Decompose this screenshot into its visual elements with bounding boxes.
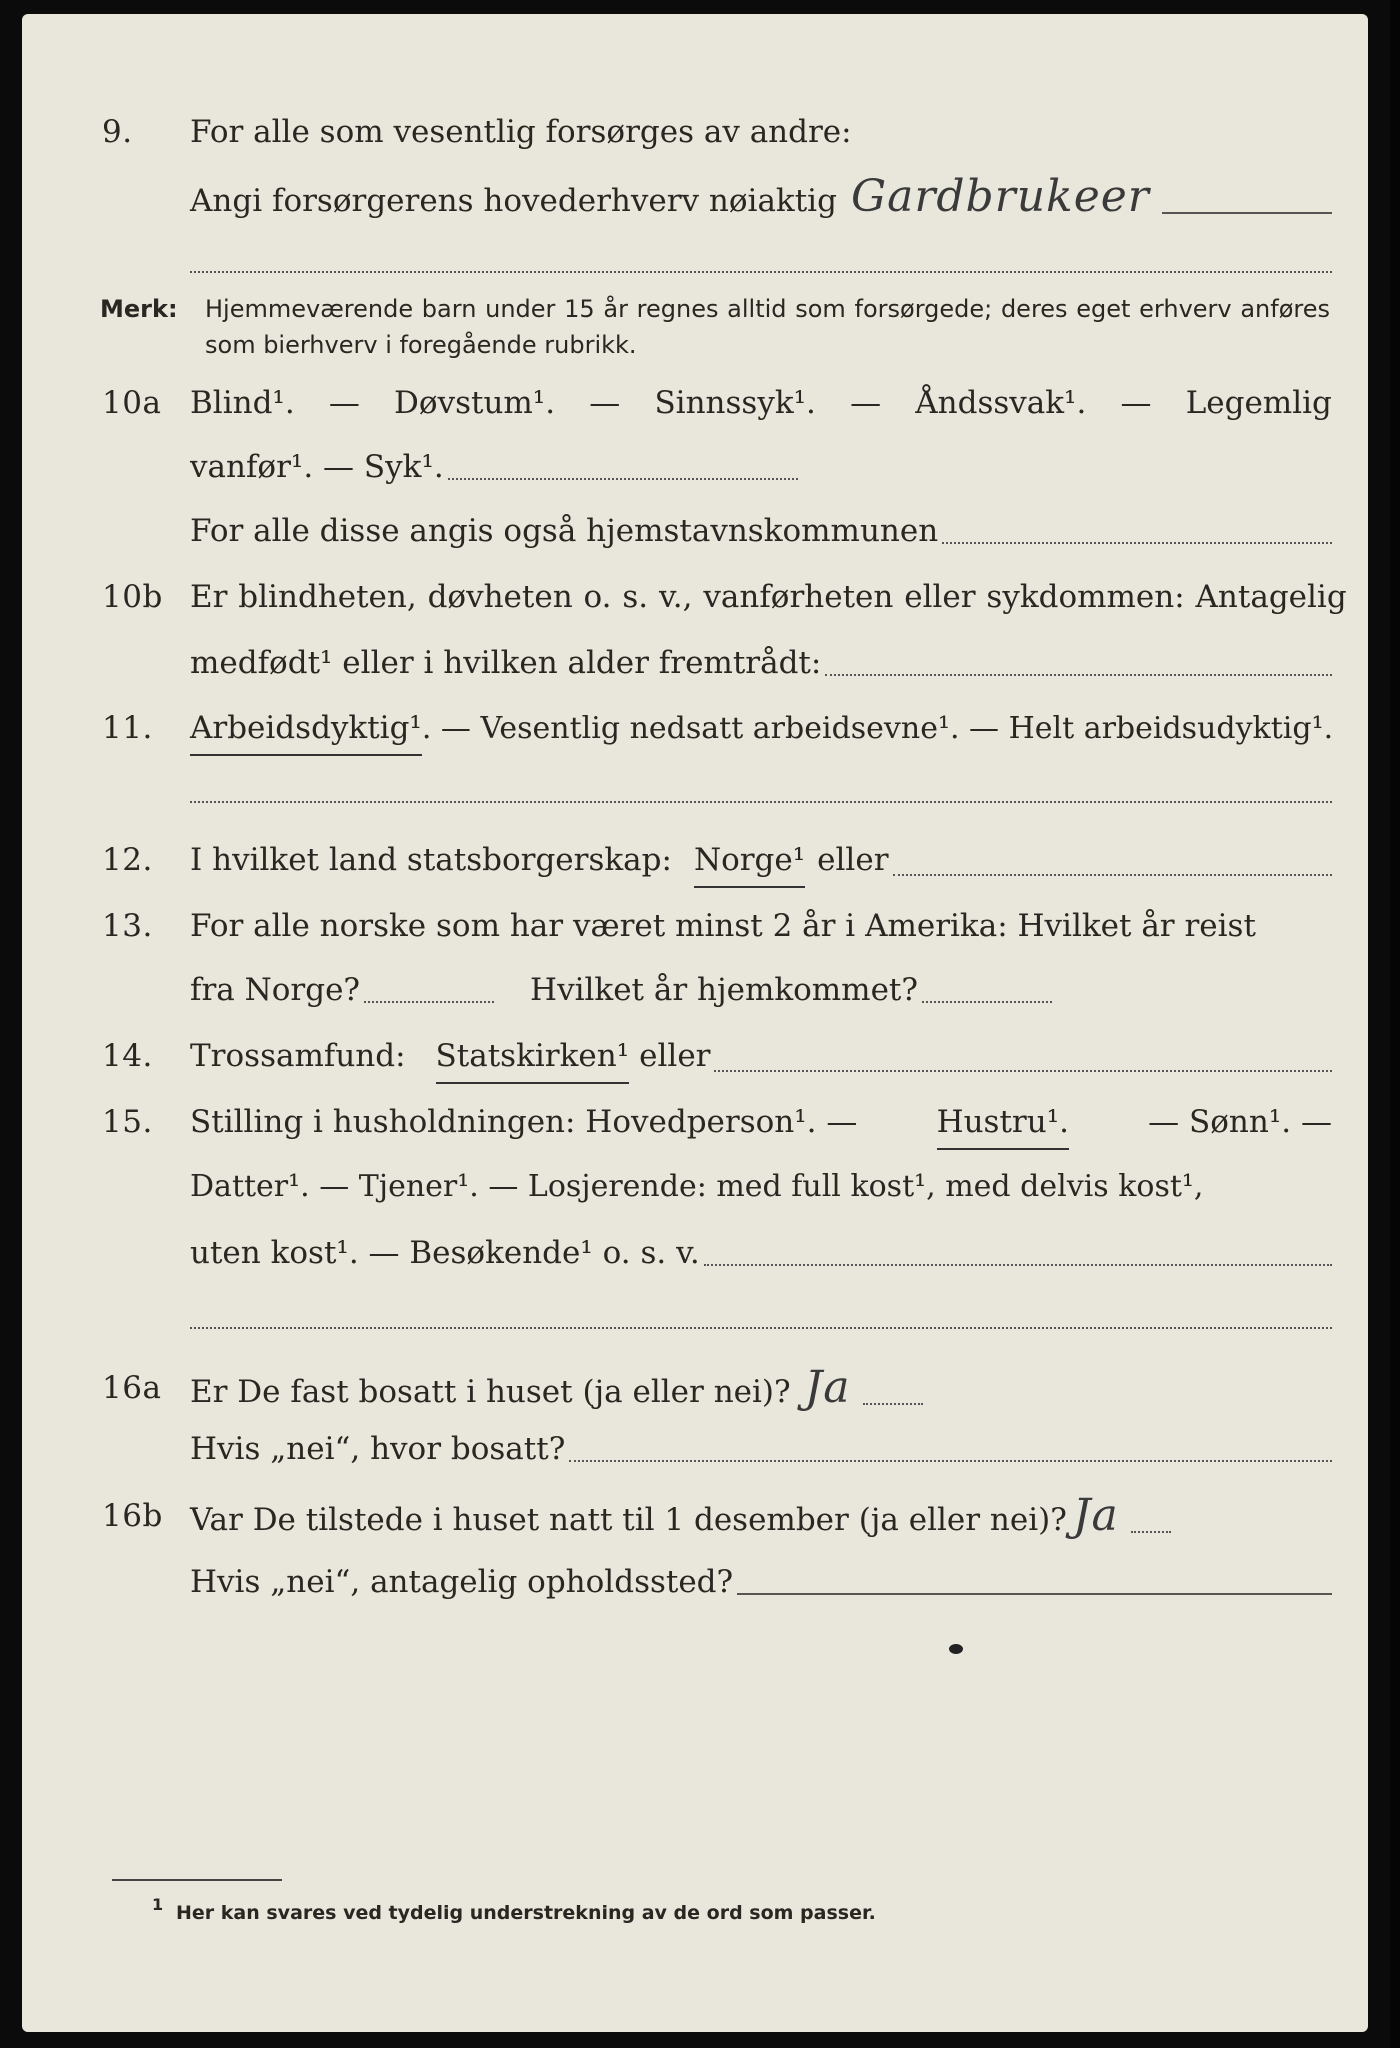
q9-separator bbox=[190, 271, 1332, 273]
q10b-alder-field[interactable] bbox=[825, 674, 1332, 676]
q10b-number: 10b bbox=[102, 579, 163, 615]
scan-edge bbox=[1390, 0, 1400, 2048]
q16b-number: 16b bbox=[102, 1498, 163, 1534]
q15-row1 bbox=[0, 1097, 1400, 1147]
q10a-line2: vanfør¹. — Syk¹. bbox=[190, 449, 444, 485]
q16a-answer-line bbox=[863, 1403, 923, 1405]
q15-separator bbox=[190, 1327, 1332, 1329]
q10b-line1: Er blindheten, døvheten o. s. v., vanførheten eller sykdommen: Antagelig bbox=[190, 579, 1347, 615]
q10a-hjemstavn-field[interactable] bbox=[942, 542, 1332, 544]
q16a-line2: Hvis „nei“, hvor bosatt? bbox=[190, 1431, 566, 1467]
q15-line2: Datter¹. — Tjener¹. — Losjerende: med full kost¹, med delvis kost¹, bbox=[190, 1169, 1204, 1204]
q12-land-field[interactable] bbox=[893, 874, 1332, 876]
q11-opt-arbeidsdyktig[interactable]: Arbeidsdyktig¹ bbox=[190, 703, 422, 756]
q16b-opholdssted-field[interactable] bbox=[737, 1593, 1332, 1595]
q16b-line2: Hvis „nei“, antagelig opholdssted? bbox=[190, 1564, 734, 1600]
q12-number: 12. bbox=[102, 842, 153, 878]
q10a-opt-dovstum[interactable]: Døvstum¹. bbox=[394, 385, 556, 421]
q12-prefix: I hvilket land statsborgerskap: bbox=[190, 842, 672, 878]
q11-number: 11. bbox=[102, 710, 153, 746]
q14-prefix: Trossamfund: bbox=[190, 1038, 406, 1074]
q10a-opt-legemlig[interactable]: Legemlig bbox=[1185, 385, 1332, 421]
dash: — bbox=[328, 385, 360, 421]
footnote-rule bbox=[112, 1879, 282, 1881]
q10b-row2 bbox=[0, 638, 1400, 688]
q15-opt-hustru[interactable]: Hustru¹. bbox=[937, 1097, 1069, 1150]
q13-hjemkommet-field[interactable] bbox=[922, 1001, 1052, 1003]
q10a-opt-blind[interactable]: Blind¹. bbox=[190, 385, 295, 421]
q11-rest: . — Vesentlig nedsatt arbeidsevne¹. — Helt arbeidsudyktig¹. bbox=[421, 711, 1334, 746]
footnote-mark: 1 bbox=[152, 1895, 164, 1914]
q16a-line1: Er De fast bosatt i huset (ja eller nei)? bbox=[190, 1374, 791, 1410]
q10a-row3 bbox=[0, 506, 1400, 556]
merk-text: Hjemmeværende barn under 15 år regnes alltid som forsørgede; deres eget erhverv anføres som bierhverv i foregående rubrikk. bbox=[205, 295, 1330, 359]
q10a-opt-andssvak[interactable]: Åndssvak¹. bbox=[915, 385, 1087, 421]
q15-number: 15. bbox=[102, 1104, 153, 1140]
q10a-row1 bbox=[0, 378, 1400, 428]
q13-row1 bbox=[0, 901, 1400, 951]
q10a-line3: For alle disse angis også hjemstavnskommunen bbox=[190, 513, 939, 549]
q13-reist-field[interactable] bbox=[364, 1001, 494, 1003]
q9-row2 bbox=[0, 172, 1400, 222]
q11-separator bbox=[190, 801, 1332, 803]
dash: — bbox=[589, 385, 621, 421]
q14-opt-statskirken[interactable]: Statskirken¹ bbox=[436, 1031, 630, 1084]
q10a-opt-sinnssyk[interactable]: Sinnssyk¹. bbox=[654, 385, 816, 421]
q16b-row1 bbox=[0, 1491, 1400, 1541]
q12-row bbox=[0, 835, 1400, 885]
q9-number: 9. bbox=[102, 114, 133, 150]
q12-suffix: eller bbox=[817, 842, 889, 878]
q14-row bbox=[0, 1031, 1400, 1081]
dash: — bbox=[850, 385, 882, 421]
q9-line1: For alle som vesentlig forsørges av andre: bbox=[190, 114, 852, 150]
q9-row1 bbox=[0, 107, 1400, 157]
q16a-row2 bbox=[0, 1424, 1400, 1474]
q9-line2: Angi forsørgerens hovederhverv nøiaktig bbox=[190, 183, 837, 219]
ink-spot bbox=[949, 1644, 963, 1654]
q13-line2b: Hvilket år hjemkommet? bbox=[530, 972, 919, 1008]
q13-line1: For alle norske som har været minst 2 år i Amerika: Hvilket år reist bbox=[190, 908, 1256, 944]
q14-trossamfund-field[interactable] bbox=[714, 1070, 1332, 1072]
q16b-answer-line bbox=[1131, 1531, 1171, 1533]
q15-line1b: — Sønn¹. — bbox=[1148, 1104, 1332, 1140]
q16a-bosatt-field[interactable] bbox=[569, 1460, 1332, 1462]
q10b-row1 bbox=[0, 572, 1400, 622]
q16b-line1: Var De tilstede i huset natt til 1 desember (ja eller nei)? bbox=[190, 1502, 1067, 1538]
q13-row2 bbox=[0, 965, 1400, 1015]
q10a-row2 bbox=[0, 442, 1400, 492]
q11-row bbox=[0, 703, 1400, 753]
q12-opt-norge[interactable]: Norge¹ bbox=[694, 835, 805, 888]
q16a-row1 bbox=[0, 1363, 1400, 1413]
q10b-line2: medfødt¹ eller i hvilken alder fremtrådt: bbox=[190, 645, 822, 681]
q9-answer-line bbox=[1162, 212, 1332, 214]
q15-row3 bbox=[0, 1228, 1400, 1278]
dash: — bbox=[1120, 385, 1152, 421]
q16b-handwritten-answer[interactable]: Ja bbox=[1072, 1490, 1119, 1541]
q16a-number: 16a bbox=[102, 1370, 162, 1406]
q10a-syk-field[interactable] bbox=[448, 478, 798, 480]
q15-row2 bbox=[0, 1162, 1400, 1212]
merk-label: Merk: bbox=[100, 295, 178, 323]
q16a-handwritten-answer[interactable]: Ja bbox=[804, 1362, 851, 1413]
q13-number: 13. bbox=[102, 908, 153, 944]
q14-suffix: eller bbox=[639, 1038, 711, 1074]
q15-line1a: Stilling i husholdningen: Hovedperson¹. — bbox=[190, 1104, 858, 1140]
q14-number: 14. bbox=[102, 1038, 153, 1074]
q9-handwritten-answer[interactable]: Gardbrukeer bbox=[850, 171, 1150, 222]
q13-line2a: fra Norge? bbox=[190, 972, 361, 1008]
q10a-number: 10a bbox=[102, 385, 162, 421]
q16b-row2 bbox=[0, 1557, 1400, 1607]
footnote-text: Her kan svares ved tydelig understrekning av de ord som passer. bbox=[176, 1902, 876, 1924]
q15-besokende-field[interactable] bbox=[704, 1264, 1332, 1266]
q10a-options bbox=[190, 378, 1332, 428]
q15-line3: uten kost¹. — Besøkende¹ o. s. v. bbox=[190, 1235, 700, 1271]
